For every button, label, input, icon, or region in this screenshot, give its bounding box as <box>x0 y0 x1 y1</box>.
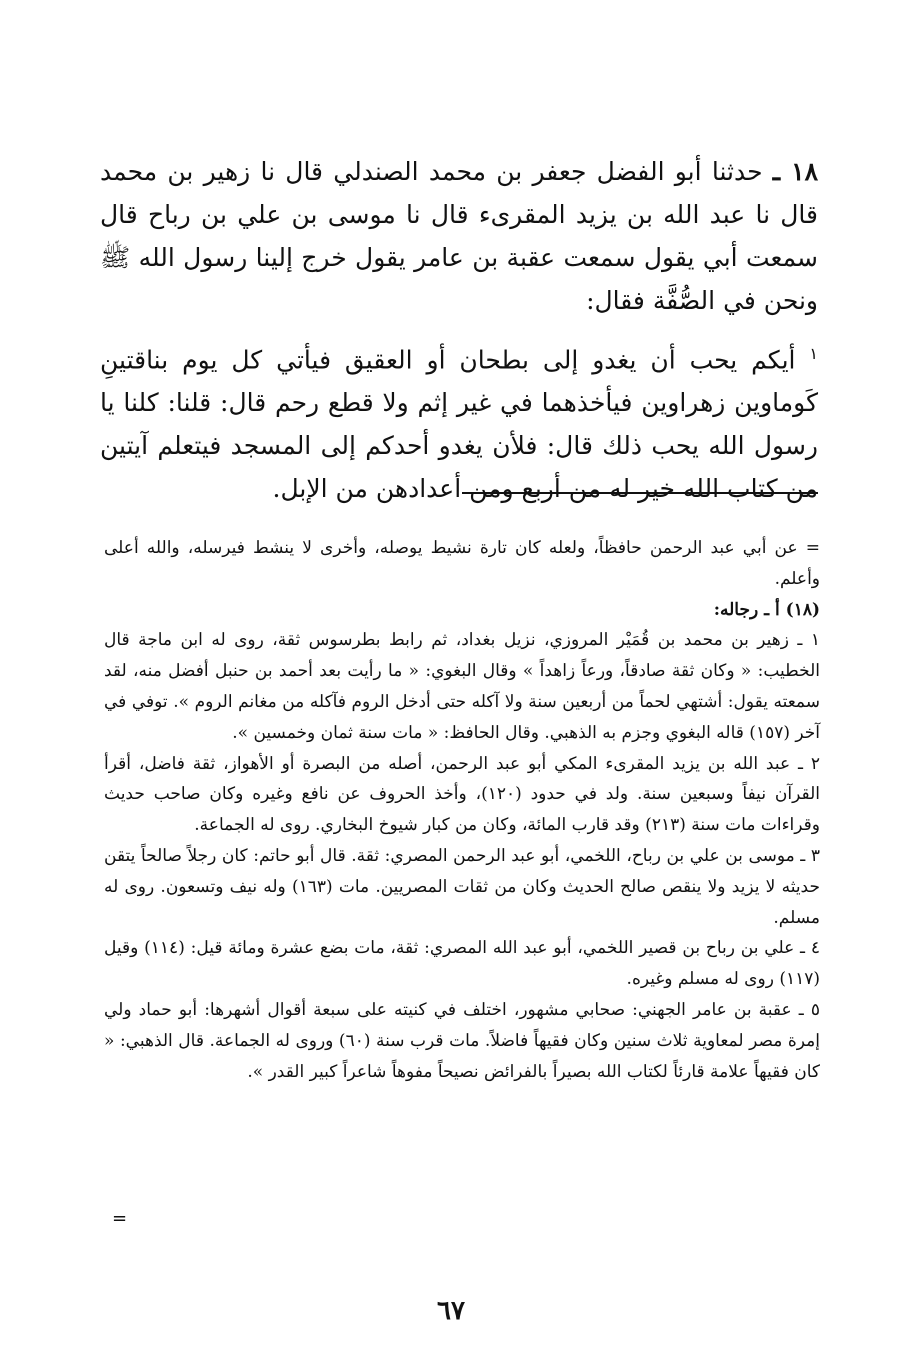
next-page-continuation-mark: = <box>112 1208 128 1229</box>
hadith-matn-text: أيكم يحب أن يغدو إلى بطحان أو العقيق فيأتي كل يوم بناقتينِ كَوماوين زهراوين فيأخذهما في غير إثم ولا قطع رحم قال: قلنا: كلنا يا رسول الله يحب ذلك قال: فلأن يغدو أحدكم إلى المسجد فيتعلم آيتين من كتاب الله خير له من أربع ومن أعدادهن من الإبل. <box>100 345 818 504</box>
footnote-entry-4: ٤ ـ علي بن رباح بن قصير اللخمي، أبو عبد الله المصري: ثقة، مات بضع عشرة ومائة قيل: (١١٤) وقيل (١١٧) روى له مسلم وغيره. <box>104 938 820 990</box>
hadith-isnad <box>100 150 818 322</box>
hadith-isnad-text: حدثنا أبو الفضل جعفر بن محمد الصندلي قال نا زهير بن محمد قال نا عبد الله بن يزيد المقرىء قال نا موسى بن علي بن رباح قال سمعت أبي يقول سمعت عقبة بن عامر يقول خرج إلينا رسول الله ﷺ ونحن في الصُّفَّة فقال: <box>100 157 818 315</box>
footnote-section-heading: (١٨) أ ـ رجاله: <box>713 599 820 620</box>
footnotes-block <box>104 533 820 1087</box>
hadith-number: ١٨ ـ <box>772 157 818 186</box>
hadith-block <box>100 150 818 510</box>
hadith-matn <box>100 332 818 510</box>
page-number: ٦٧ <box>437 1296 465 1326</box>
footnote-entry-3: ٣ ـ موسى بن علي بن رباح، اللخمي، أبو عبد الرحمن المصري: ثقة. قال أبو حاتم: كان رجلاً صالحاً يتقن حديثه لا يزيد ولا ينقص صالح الحديث وكان من ثقات المصريين. مات (١٦٣) وله نيف وتسعون. روى له مسلم. <box>104 845 820 928</box>
footnote-entry-2: ٢ ـ عبد الله بن يزيد المقرىء المكي أبو عبد الرحمن، أصله من البصرة أو الأهواز، ثقة فاضل، أقرأ القرآن نيفاً وسبعين سنة. ولد في حدود (١٢٠)، وأخذ الحروف عن نافع وغيره وكان صاحب حديث وقراءات مات سنة (٢١٣) وقد قارب المائة، وكان من كبار شيوخ البخاري. روى له الجماعة. <box>104 753 820 836</box>
footnote-separator <box>462 492 818 494</box>
continuation-text: عن أبي عبد الرحمن حافظاً، ولعله كان تارة نشيط يوصله، وأخرى لا ينشط فيرسله، والله أعلى وأعلم. <box>104 538 820 589</box>
footnote-entry-5: ٥ ـ عقبة بن عامر الجهني: صحابي مشهور، اختلف في كنيته على سبعة أقوال أشهرها: أبو حماد ولي إمرة مصر لمعاوية ثلاث سنين وكان فقيهاً فاضلاً. مات قرب سنة (٦٠) وروى له الجماعة. قال الذهبي: « كان فقيهاً علامة قارئاً لكتاب الله بصيراً بالفرائض نصيحاً مفوهاً شاعراً كبير القدر ». <box>104 999 820 1082</box>
footnote-continuation <box>104 533 820 595</box>
footnote-reference-mark: ١ <box>809 344 818 363</box>
continuation-mark: = <box>805 538 821 558</box>
footnote-entry-1: ١ ـ زهير بن محمد بن قُمَيْر المروزي، نزيل بغداد، ثم رابط بطرسوس ثقة، روى له ابن ماجة قال الخطيب: « وكان ثقة صادقاً، ورعاً زاهداً » وقال البغوي: « ما رأيت بعد أحمد بن حنبل أفضل منه، لقد سمعته يقول: أشتهي لحماً من أربعين سنة ولا آكله حتى أدخل الروم فآكله من مغانم الروم ». توفي في آخر (١٥٧) قاله البغوي وجزم به الذهبي. وقال الحافظ: « مات سنة ثمان وخمسين ». <box>104 630 820 743</box>
